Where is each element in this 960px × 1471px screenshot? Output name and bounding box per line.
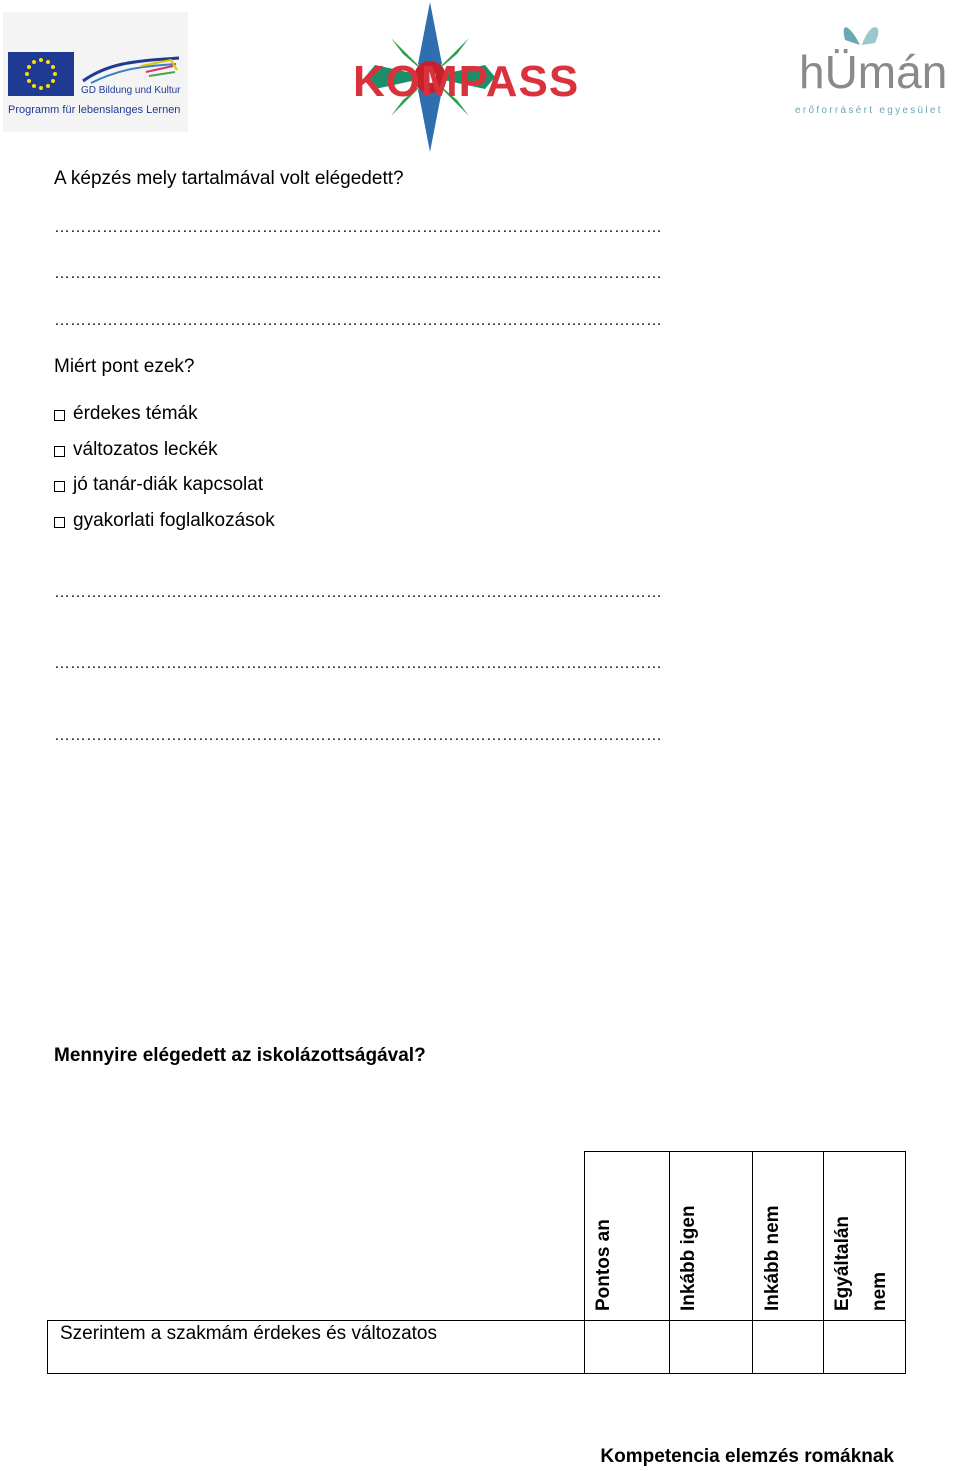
rating-cell[interactable] [670, 1321, 752, 1373]
answer-line[interactable]: …………………………………………………………………………………………………… [54, 265, 662, 282]
column-header: Pontos an [593, 1219, 614, 1311]
answer-line[interactable]: …………………………………………………………………………………………………… [54, 219, 662, 236]
rating-cell[interactable] [585, 1321, 669, 1373]
human-logo-text: hÜmán [799, 46, 948, 98]
footer-title: Kompetencia elemzés romáknak [600, 1446, 894, 1467]
column-header: Inkább nem [762, 1205, 783, 1311]
answer-line[interactable]: …………………………………………………………………………………………………… [54, 312, 662, 329]
question-why: Miért pont ezek? [54, 356, 195, 377]
checkbox[interactable] [54, 446, 65, 457]
column-header: Inkább igen [678, 1205, 699, 1311]
checkbox[interactable] [54, 410, 65, 421]
answer-line[interactable]: …………………………………………………………………………………………………… [54, 727, 662, 744]
kompass-logo [345, 2, 605, 152]
option-label: gyakorlati foglalkozások [73, 510, 275, 531]
eu-program-logo [3, 12, 188, 132]
column-header: Egyáltalán [832, 1215, 853, 1311]
answer-line[interactable]: …………………………………………………………………………………………………… [54, 584, 662, 601]
column-header: nem [869, 1271, 890, 1311]
swoosh-icon [81, 56, 181, 86]
checkbox[interactable] [54, 481, 65, 492]
checkbox[interactable] [54, 517, 65, 528]
option-label: változatos leckék [73, 439, 218, 460]
human-logo-subtitle: erőforrásért egyesület [795, 105, 943, 116]
eu-flag-icon [8, 52, 74, 96]
eu-logo-line1: GD Bildung und Kultur [81, 85, 181, 96]
option-item[interactable] [54, 474, 263, 496]
eu-logo-line2: Programm für lebenslanges Lernen [8, 104, 181, 116]
question-content: A képzés mely tartalmával volt elégedett? [54, 168, 404, 189]
kompass-logo-text: KOMPASS [353, 57, 580, 106]
row-statement: Szerintem a szakmám érdekes és változatos [60, 1323, 437, 1344]
question-satisfaction: Mennyire elégedett az iskolázottságával? [54, 1045, 426, 1066]
rating-cell[interactable] [753, 1321, 823, 1373]
option-label: érdekes témák [73, 403, 198, 424]
human-logo [795, 15, 957, 125]
option-item[interactable] [54, 403, 198, 425]
option-item[interactable] [54, 510, 275, 532]
option-item[interactable] [54, 439, 218, 461]
rating-cell[interactable] [824, 1321, 905, 1373]
answer-line[interactable]: …………………………………………………………………………………………………… [54, 655, 662, 672]
option-label: jó tanár-diák kapcsolat [73, 474, 264, 495]
